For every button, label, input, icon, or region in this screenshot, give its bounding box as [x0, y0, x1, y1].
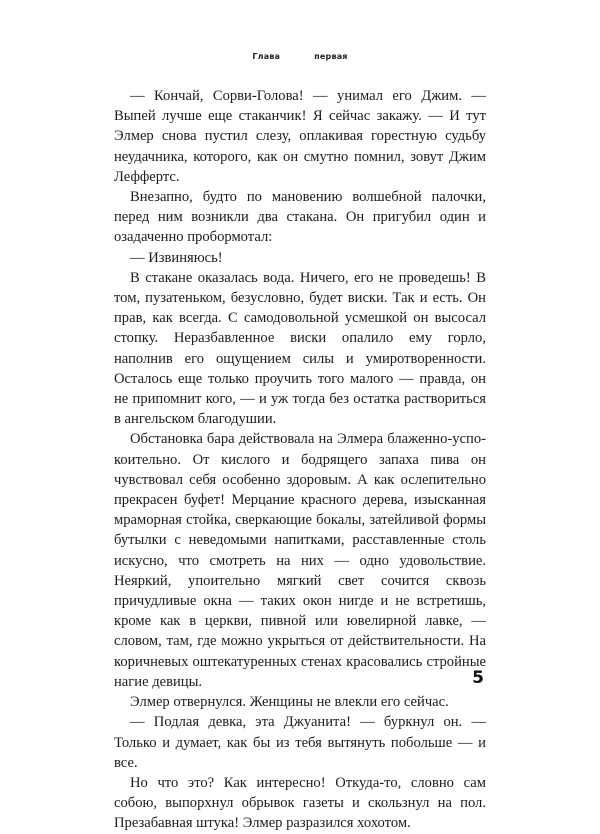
body-text — [114, 86, 486, 834]
paragraph: Обстановка бара действовала на Элмера блаженно-успокоительно. От кислого и бодрящего запаха пива он чувствовал себя особенно здоровым. А как ослепительно прекрасен буфет! Мерцание красного дерева, изысканная мраморная стойка, сверкающие бокалы, затейливой формы бутылки с неведомыми напитками, расставленные столь искусно, что смотреть на них — одно удовольствие. Неяркий, упоительно мягкий свет сочится сквозь причудливые окна — таких окон нигде и не встретишь, кроме как в церкви, пивной или ювелирной лавке, — словом, там, где можно укрыться от действительности. На коричневых оштекатуренных стенах красовались стройные нагие девицы. — [114, 431, 486, 690]
running-head — [0, 52, 600, 61]
chapter-number: первая — [314, 52, 348, 61]
paragraph: — Извиняюсь! — [130, 249, 223, 266]
chapter-word: Глава — [252, 52, 281, 61]
paragraph: Но что это? Как интересно! Откуда-то, словно сам собою, выпорхнул обрывок газеты и скользнул на пол. Презабавная штука! Элмер разразился хохотом. — [114, 774, 486, 832]
paragraph: В стакане оказалась вода. Ничего, его не проведешь! В том, пузатеньком, безусловно, будет виски. Так и есть. Он прав, как всегда. С самодовольной усмешкой он высосал стопку. Неразбавленное виски опалило ему горло, наполнив его ощущением силы и умиротворенности. Осталось еще только проучить того малого — правда, он не припомнит кого, — и уж тогда без остатка раствориться в ангельском благодушии. — [114, 269, 486, 428]
paragraph: — Кончай, Сорви-Голова! — унимал его Джим. — Выпей лучше еще стаканчик! Я сейчас закажу. — И тут Элмер снова пустил слезу, оплакивая горестную судьбу неудачника, которого, как он смутно помнил, зовут Джим Леффертс. — [114, 88, 486, 185]
paragraph: Элмер отвернулся. Женщины не влекли его сейчас. — [130, 694, 449, 711]
paragraph: Внезапно, будто по мановению волшебной палочки, перед ним возникли два стакана. Он пригубил один и озадаченно пробормотал: — [114, 189, 486, 246]
paragraph: — Подлая девка, эта Джуанита! — буркнул он. — Только и думает, как бы из тебя вытянуть побольше — и все. — [114, 714, 486, 771]
page-number: 5 — [472, 668, 484, 688]
